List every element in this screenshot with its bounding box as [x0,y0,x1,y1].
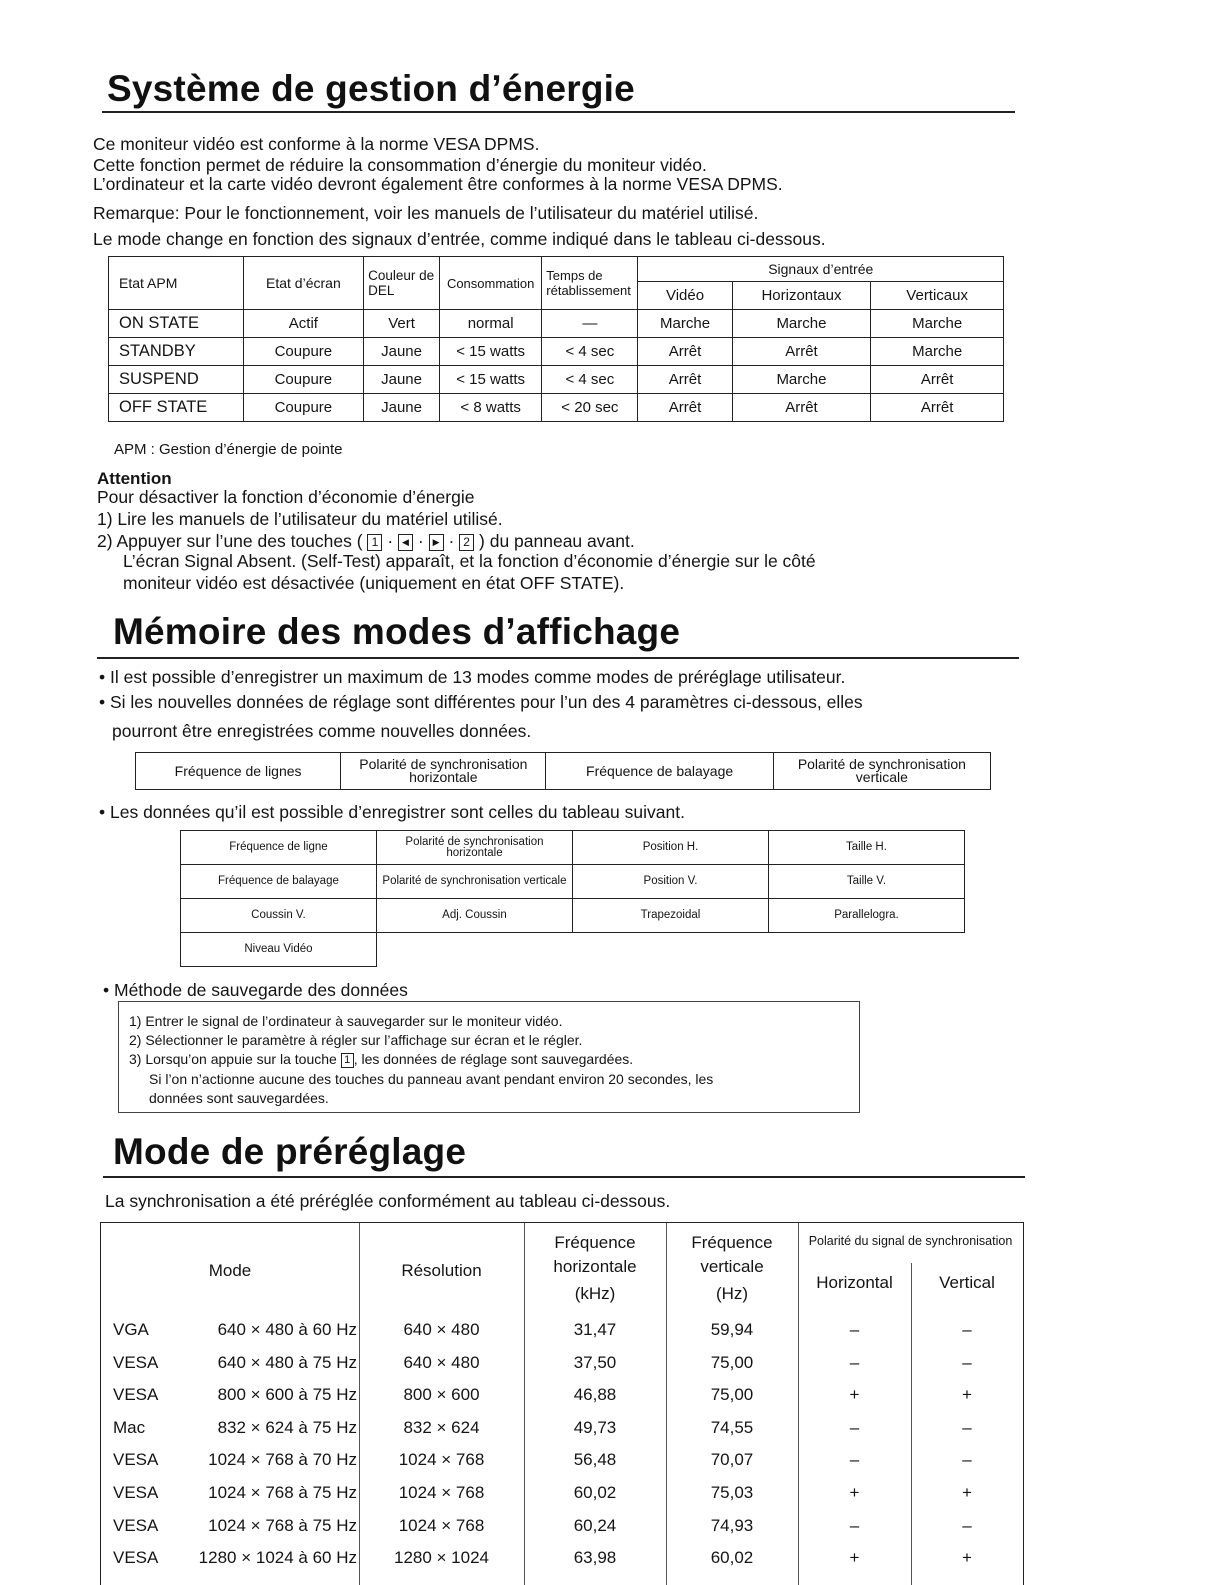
cell: – [962,1515,972,1535]
memory-bullet-2-cont: pourront être enregistrées comme nouvelles données. [112,721,532,741]
method-line-4: Si l’on n’actionne aucune des touches du panneau avant pendant environ 20 secondes, les [149,1071,714,1087]
cell: + [849,1483,860,1502]
header-freq-h-3: (kHz) [574,1284,616,1303]
cell: Arrêt [871,394,1004,422]
cell: Position H. [573,831,769,865]
header-freq-h-2: horizontale [553,1257,637,1276]
cell: 60,02 [710,1548,754,1568]
cell: Polarité de synchronisation horizontale [376,831,572,865]
cell: – [849,1352,860,1372]
cell: + [962,1385,972,1405]
mode-change-line: Le mode change en fonction des signaux d’entrée, comme indiqué dans le tableau ci-dessous. [93,229,826,249]
cell: 832 × 624 à 75 Hz [217,1417,357,1437]
cell: VESA [113,1515,159,1535]
cell: Marche [638,310,732,338]
cell: 75,00 [710,1385,754,1405]
cell: Actif [243,310,363,338]
cell: Coupure [243,394,363,422]
method-line-5: données sont sauvegardées. [149,1090,329,1106]
attention-line-2: 1) Lire les manuels de l’utilisateur du matériel utilisé. [97,509,503,529]
cell: + [962,1548,972,1568]
cell: – [962,1450,972,1470]
cell: 1024 × 768 à 75 Hz [208,1515,357,1535]
cell: 832 × 624 [403,1417,480,1437]
method-line-3-start: 3) Lorsqu’on appuie sur la touche [129,1051,337,1067]
header-couleur-del: Couleur de DEL [364,257,440,310]
cell: – [962,1417,972,1437]
cell: Parallelogra. [768,899,964,933]
attention-line-3: 2) Appuyer sur l’une des touches ( 1 · ◀ · ▶ · 2 ) du panneau avant. [97,531,635,551]
cell: Niveau Vidéo [181,933,377,967]
cell: + [962,1483,972,1502]
cell: 31,47 [573,1320,617,1339]
cell: 640 × 480 [403,1320,480,1339]
cell: – [849,1320,860,1339]
memory-bullet-3: • Les données qu’il est possible d’enregistrer sont celles du tableau suivant. [99,802,685,822]
section-title-preset: Mode de préréglage [113,1131,467,1172]
cell: Arrêt [732,394,871,422]
preset-table [100,1222,1024,1585]
cell: Position V. [573,865,769,899]
cell: Arrêt [871,366,1004,394]
table-row [181,831,965,865]
cell: 1280 × 1024 à 60 Hz [198,1548,357,1568]
cell: 800 × 600 à 75 Hz [217,1385,357,1405]
header-temps: Temps de rétablissement [542,257,638,310]
method-line-3-end: , les données de réglage sont sauvegardées. [353,1051,634,1067]
method-line-1: 1) Entrer le signal de l’ordinateur à sauvegarder sur le moniteur vidéo. [129,1013,563,1029]
apm-table [108,256,1004,422]
cell: < 15 watts [440,366,542,394]
cell: < 8 watts [440,394,542,422]
attention-line-3-start: 2) Appuyer sur l’une des touches ( [97,531,363,551]
cell: Fréquence de balayage [181,865,377,899]
cell: Mac [113,1417,146,1437]
header-mode: Mode [208,1261,252,1280]
cell: 800 × 600 [403,1385,480,1405]
cell: VGA [113,1320,149,1339]
cell: Jaune [364,338,440,366]
cell: — [542,310,638,338]
header-horizontal: Horizontal [816,1273,893,1292]
cell: VESA [113,1352,159,1372]
cell: < 15 watts [440,338,542,366]
header-freq-v-2: verticale [700,1257,764,1276]
table-row [109,366,1004,394]
cell: 1024 × 768 à 75 Hz [208,1483,357,1502]
key-right-icon: ▶ [429,534,444,551]
cell: Coussin V. [181,899,377,933]
cell: Coupure [243,338,363,366]
cell: 75,03 [710,1483,754,1502]
empty-cell [376,933,572,967]
apm-footnote: APM : Gestion d’énergie de pointe [114,441,343,458]
header-signaux: Signaux d’entrée [638,257,1004,282]
cell: 46,88 [573,1385,617,1405]
cell: Taille H. [768,831,964,865]
attention-line-5: moniteur vidéo est désactivée (uniquement en état OFF STATE). [123,573,625,593]
cell: VESA [113,1483,159,1502]
cell: – [962,1320,972,1339]
table-row [109,310,1004,338]
param-polarite-v: Polarité de synchronisation verticale [773,753,990,790]
intro-line-1: Ce moniteur vidéo est conforme à la norme VESA DPMS. [93,134,540,154]
param-freq-balayage: Fréquence de balayage [546,753,773,790]
table-row [181,865,965,899]
cell: 60,24 [573,1515,617,1535]
header-freq-h-1: Fréquence [554,1233,636,1252]
method-line-3 [129,1051,633,1068]
cell: 37,50 [573,1352,617,1372]
cell: Marche [871,338,1004,366]
memory-bullet-2: • Si les nouvelles données de réglage sont différentes pour l’un des 4 paramètres ci-dessous, elles [99,692,863,712]
cell: 1024 × 768 [398,1483,485,1502]
remark-line: Remarque: Pour le fonctionnement, voir les manuels de l’utilisateur du matériel utilisé. [93,203,759,223]
cell: < 4 sec [542,338,638,366]
cell: Marche [871,310,1004,338]
params-table [135,752,991,790]
param-freq-lignes: Fréquence de lignes [136,753,341,790]
saveable-data-table [180,830,965,967]
header-freq-v-1: Fréquence [691,1233,773,1252]
cell: 59,94 [710,1320,754,1339]
cell: OFF STATE [109,394,244,422]
method-line-2: 2) Sélectionner le paramètre à régler sur l’affichage sur écran et le régler. [129,1032,583,1048]
title-underline [97,657,1019,659]
cell: VESA [113,1450,159,1470]
key-left-icon: ◀ [398,534,413,551]
attention-title: Attention [97,469,172,488]
header-resolution: Résolution [401,1261,482,1280]
header-horizontaux: Horizontaux [732,282,871,310]
cell: Coupure [243,366,363,394]
memory-bullet-1: • Il est possible d’enregistrer un maximum de 13 modes comme modes de préréglage utilisateur. [99,667,846,687]
memory-bullet-4: • Méthode de sauvegarde des données [103,980,408,1000]
cell: 49,73 [573,1417,617,1437]
attention-line-3-end: ) du panneau avant. [479,531,635,551]
cell: + [849,1548,860,1568]
cell: VESA [113,1385,159,1405]
cell: Arrêt [638,394,732,422]
cell: 75,00 [710,1352,754,1372]
cell: ON STATE [109,310,244,338]
cell: 74,55 [710,1417,754,1437]
cell: 640 × 480 à 60 Hz [217,1320,357,1339]
header-video: Vidéo [638,282,732,310]
cell: < 4 sec [542,366,638,394]
cell: – [849,1450,860,1470]
cell: 1280 × 1024 [393,1548,489,1568]
cell: 60,02 [573,1483,617,1502]
section-title-memory: Mémoire des modes d’affichage [113,611,681,652]
table-row [181,899,965,933]
cell: Marche [732,310,871,338]
cell: < 20 sec [542,394,638,422]
cell: Arrêt [732,338,871,366]
header-consommation: Consommation [440,257,542,310]
table-row [109,338,1004,366]
header-polarite: Polarité du signal de synchronisation [808,1234,1013,1248]
param-polarite-h: Polarité de synchronisation horizontale [341,753,546,790]
section-title-energy: Système de gestion d’énergie [107,68,635,109]
cell: 1024 × 768 à 70 Hz [208,1450,357,1470]
attention-line-4: L’écran Signal Absent. (Self-Test) apparaît, et la fonction d’économie d’énergie sur le côté [123,551,816,571]
cell: Adj. Coussin [376,899,572,933]
preset-intro: La synchronisation a été préréglée conformément au tableau ci-dessous. [105,1191,671,1211]
cell: VESA [113,1548,159,1568]
attention-line-1: Pour désactiver la fonction d’économie d’énergie [97,487,475,507]
header-vertical: Vertical [939,1273,995,1292]
cell: 640 × 480 à 75 Hz [217,1352,357,1372]
table-row [181,933,965,967]
cell: Vert [364,310,440,338]
cell: 74,93 [710,1515,754,1535]
cell: normal [440,310,542,338]
cell: – [849,1417,860,1437]
empty-cell [573,933,769,967]
cell: SUSPEND [109,366,244,394]
cell: Arrêt [638,366,732,394]
cell: 70,07 [710,1450,754,1470]
cell: Taille V. [768,865,964,899]
title-underline [102,111,1015,113]
key-2-icon: 2 [459,534,474,551]
cell: 1024 × 768 [398,1515,485,1535]
cell: 63,98 [573,1548,617,1568]
cell: Marche [732,366,871,394]
title-underline [103,1176,1025,1178]
key-1-icon: 1 [341,1053,354,1068]
header-verticaux: Verticaux [871,282,1004,310]
cell: – [962,1352,972,1372]
header-etat-apm: Etat APM [109,257,244,310]
cell: Fréquence de ligne [181,831,377,865]
table-row [109,394,1004,422]
cell: STANDBY [109,338,244,366]
cell: Trapezoidal [573,899,769,933]
cell: Arrêt [638,338,732,366]
intro-line-3: L’ordinateur et la carte vidéo devront également être conformes à la norme VESA DPMS. [93,174,783,194]
cell: 640 × 480 [403,1352,480,1372]
intro-line-2: Cette fonction permet de réduire la consommation d’énergie du moniteur vidéo. [93,155,707,175]
header-freq-v-3: (Hz) [715,1284,749,1303]
save-method-box [118,1001,860,1113]
empty-cell [768,933,964,967]
cell: – [849,1515,860,1535]
cell: Jaune [364,394,440,422]
cell: 1024 × 768 [398,1450,485,1470]
key-1-icon: 1 [367,534,382,551]
cell: Jaune [364,366,440,394]
cell: + [849,1385,860,1405]
cell: Polarité de synchronisation verticale [376,865,572,899]
header-etat-ecran: Etat d’écran [243,257,363,310]
cell: 56,48 [573,1450,617,1470]
